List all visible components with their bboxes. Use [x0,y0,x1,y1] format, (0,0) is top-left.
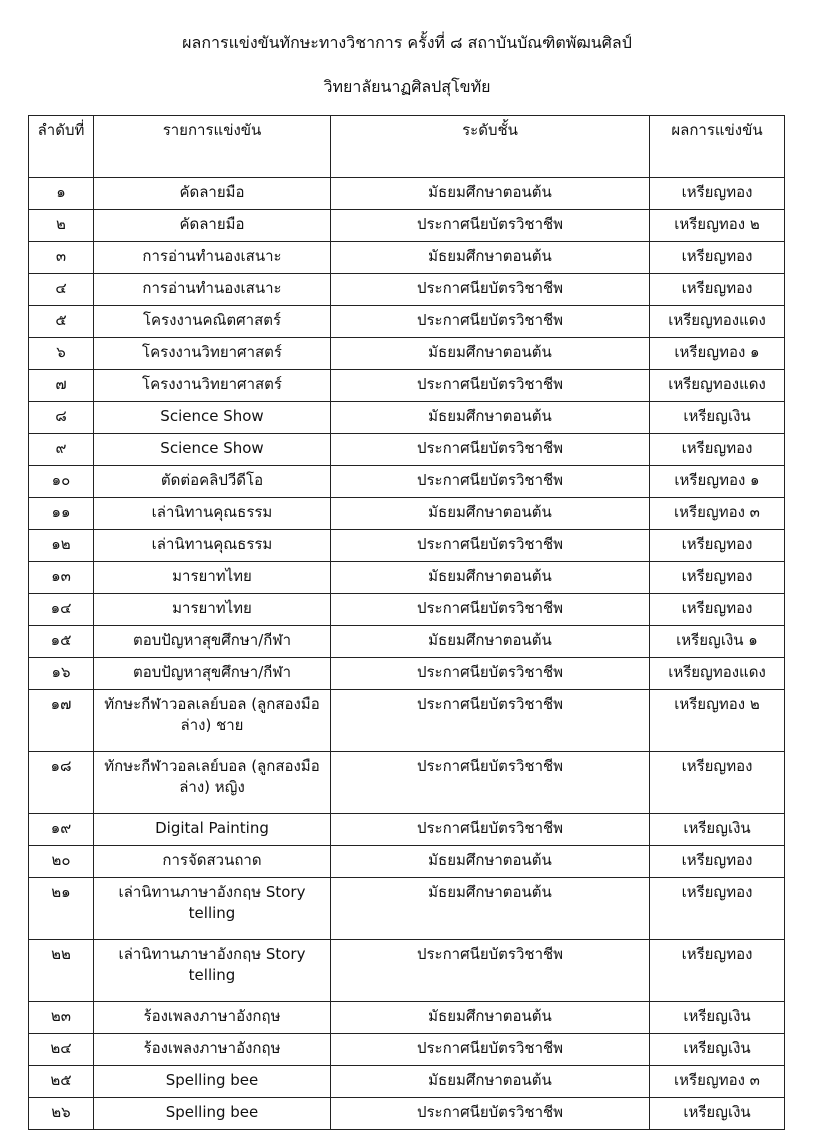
table-row [29,594,785,626]
table-row [29,498,785,530]
table-row [29,530,785,562]
row-level: ประกาศนียบัตรวิชาชีพ [331,466,650,498]
row-result: เหรียญทองแดง [650,306,785,338]
row-event: Digital Painting [94,814,331,846]
row-event: โครงงานวิทยาศาสตร์ [94,338,331,370]
row-number: ๒๒ [29,940,94,1002]
row-number: ๑ [29,178,94,210]
row-result: เหรียญทอง ๒ [650,210,785,242]
row-level: มัธยมศึกษาตอนต้น [331,178,650,210]
header-number: ลำดับที่ [29,116,94,178]
row-level: มัธยมศึกษาตอนต้น [331,626,650,658]
row-number: ๕ [29,306,94,338]
row-level: ประกาศนียบัตรวิชาชีพ [331,752,650,814]
row-event: ตัดต่อคลิปวีดีโอ [94,466,331,498]
row-event: คัดลายมือ [94,210,331,242]
row-event: มารยาทไทย [94,594,331,626]
row-level: ประกาศนียบัตรวิชาชีพ [331,1034,650,1066]
row-number: ๑๗ [29,690,94,752]
row-level: ประกาศนียบัตรวิชาชีพ [331,594,650,626]
row-level: ประกาศนียบัตรวิชาชีพ [331,1098,650,1130]
row-level: ประกาศนียบัตรวิชาชีพ [331,370,650,402]
row-event: ร้องเพลงภาษาอังกฤษ [94,1002,331,1034]
row-number: ๒๓ [29,1002,94,1034]
table-row [29,940,785,1002]
row-number: ๒ [29,210,94,242]
table-row [29,814,785,846]
row-event: โครงงานคณิตศาสตร์ [94,306,331,338]
row-number: ๒๖ [29,1098,94,1130]
table-row [29,626,785,658]
row-level: ประกาศนียบัตรวิชาชีพ [331,658,650,690]
row-number: ๓ [29,242,94,274]
table-row [29,1098,785,1130]
row-event: การอ่านทำนองเสนาะ [94,274,331,306]
row-result: เหรียญทอง ๑ [650,338,785,370]
row-event: ร้องเพลงภาษาอังกฤษ [94,1034,331,1066]
row-result: เหรียญเงิน [650,1002,785,1034]
row-result: เหรียญเงิน [650,814,785,846]
row-result: เหรียญทองแดง [650,658,785,690]
row-event: ตอบปัญหาสุขศึกษา/กีฬา [94,626,331,658]
row-event: Spelling bee [94,1098,331,1130]
table-row [29,690,785,752]
table-row [29,752,785,814]
row-event: Spelling bee [94,1066,331,1098]
row-result: เหรียญเงิน [650,1098,785,1130]
results-table [28,115,785,1130]
row-event: Science Show [94,434,331,466]
row-result: เหรียญทอง [650,878,785,940]
row-result: เหรียญทอง [650,242,785,274]
table-row [29,466,785,498]
row-result: เหรียญเงิน [650,1034,785,1066]
table-row [29,370,785,402]
row-result: เหรียญทอง [650,594,785,626]
row-level: มัธยมศึกษาตอนต้น [331,338,650,370]
row-result: เหรียญเงิน ๑ [650,626,785,658]
table-header-row [29,116,785,178]
row-result: เหรียญทอง [650,846,785,878]
row-result: เหรียญทอง [650,940,785,1002]
header-result: ผลการแข่งขัน [650,116,785,178]
row-result: เหรียญทอง [650,178,785,210]
row-event: เล่านิทานคุณธรรม [94,530,331,562]
row-result: เหรียญทอง [650,274,785,306]
row-level: ประกาศนียบัตรวิชาชีพ [331,306,650,338]
table-row [29,338,785,370]
row-number: ๖ [29,338,94,370]
row-result: เหรียญทอง [650,530,785,562]
row-number: ๒๐ [29,846,94,878]
row-number: ๒๑ [29,878,94,940]
row-number: ๑๒ [29,530,94,562]
table-row [29,402,785,434]
header-event: รายการแข่งขัน [94,116,331,178]
row-level: มัธยมศึกษาตอนต้น [331,562,650,594]
document-subtitle: วิทยาลัยนาฏศิลปสุโขทัย [323,77,491,96]
document-title: ผลการแข่งขันทักษะทางวิชาการ ครั้งที่ ๘ สถาบันบัณฑิตพัฒนศิลป์ [182,33,632,52]
row-event: ทักษะกีฬาวอลเลย์บอล (ลูกสองมือล่าง) หญิง [94,752,331,814]
table-row [29,1066,785,1098]
row-number: ๘ [29,402,94,434]
row-level: ประกาศนียบัตรวิชาชีพ [331,940,650,1002]
row-level: ประกาศนียบัตรวิชาชีพ [331,434,650,466]
row-event: เล่านิทานภาษาอังกฤษ Story telling [94,878,331,940]
row-result: เหรียญทอง ๓ [650,498,785,530]
row-result: เหรียญทองแดง [650,370,785,402]
row-event: ตอบปัญหาสุขศึกษา/กีฬา [94,658,331,690]
row-level: ประกาศนียบัตรวิชาชีพ [331,274,650,306]
row-number: ๔ [29,274,94,306]
row-event: การจัดสวนถาด [94,846,331,878]
row-level: มัธยมศึกษาตอนต้น [331,846,650,878]
row-number: ๑๘ [29,752,94,814]
table-row [29,1034,785,1066]
row-number: ๑๕ [29,626,94,658]
row-level: ประกาศนียบัตรวิชาชีพ [331,814,650,846]
row-number: ๑๙ [29,814,94,846]
table-row [29,210,785,242]
row-number: ๑๓ [29,562,94,594]
row-event: คัดลายมือ [94,178,331,210]
row-level: มัธยมศึกษาตอนต้น [331,878,650,940]
row-number: ๑๐ [29,466,94,498]
row-result: เหรียญทอง ๑ [650,466,785,498]
row-level: มัธยมศึกษาตอนต้น [331,498,650,530]
row-number: ๑๖ [29,658,94,690]
row-result: เหรียญทอง [650,562,785,594]
table-row [29,178,785,210]
table-row [29,846,785,878]
row-result: เหรียญทอง [650,434,785,466]
row-number: ๒๔ [29,1034,94,1066]
row-number: ๗ [29,370,94,402]
row-event: ทักษะกีฬาวอลเลย์บอล (ลูกสองมือล่าง) ชาย [94,690,331,752]
row-level: ประกาศนียบัตรวิชาชีพ [331,530,650,562]
row-number: ๙ [29,434,94,466]
table-row [29,274,785,306]
table-row [29,306,785,338]
row-number: ๒๕ [29,1066,94,1098]
row-event: การอ่านทำนองเสนาะ [94,242,331,274]
table-row [29,1002,785,1034]
row-event: เล่านิทานคุณธรรม [94,498,331,530]
row-event: เล่านิทานภาษาอังกฤษ Story telling [94,940,331,1002]
row-number: ๑๔ [29,594,94,626]
row-event: Science Show [94,402,331,434]
row-level: ประกาศนียบัตรวิชาชีพ [331,690,650,752]
row-result: เหรียญทอง ๒ [650,690,785,752]
row-result: เหรียญทอง ๓ [650,1066,785,1098]
row-level: มัธยมศึกษาตอนต้น [331,1002,650,1034]
row-level: มัธยมศึกษาตอนต้น [331,402,650,434]
row-level: มัธยมศึกษาตอนต้น [331,242,650,274]
row-level: ประกาศนียบัตรวิชาชีพ [331,210,650,242]
row-level: มัธยมศึกษาตอนต้น [331,1066,650,1098]
row-result: เหรียญเงิน [650,402,785,434]
header-level: ระดับชั้น [331,116,650,178]
row-result: เหรียญทอง [650,752,785,814]
row-event: โครงงานวิทยาศาสตร์ [94,370,331,402]
table-row [29,658,785,690]
row-number: ๑๑ [29,498,94,530]
table-row [29,878,785,940]
table-row [29,434,785,466]
table-row [29,562,785,594]
table-row [29,242,785,274]
row-event: มารยาทไทย [94,562,331,594]
